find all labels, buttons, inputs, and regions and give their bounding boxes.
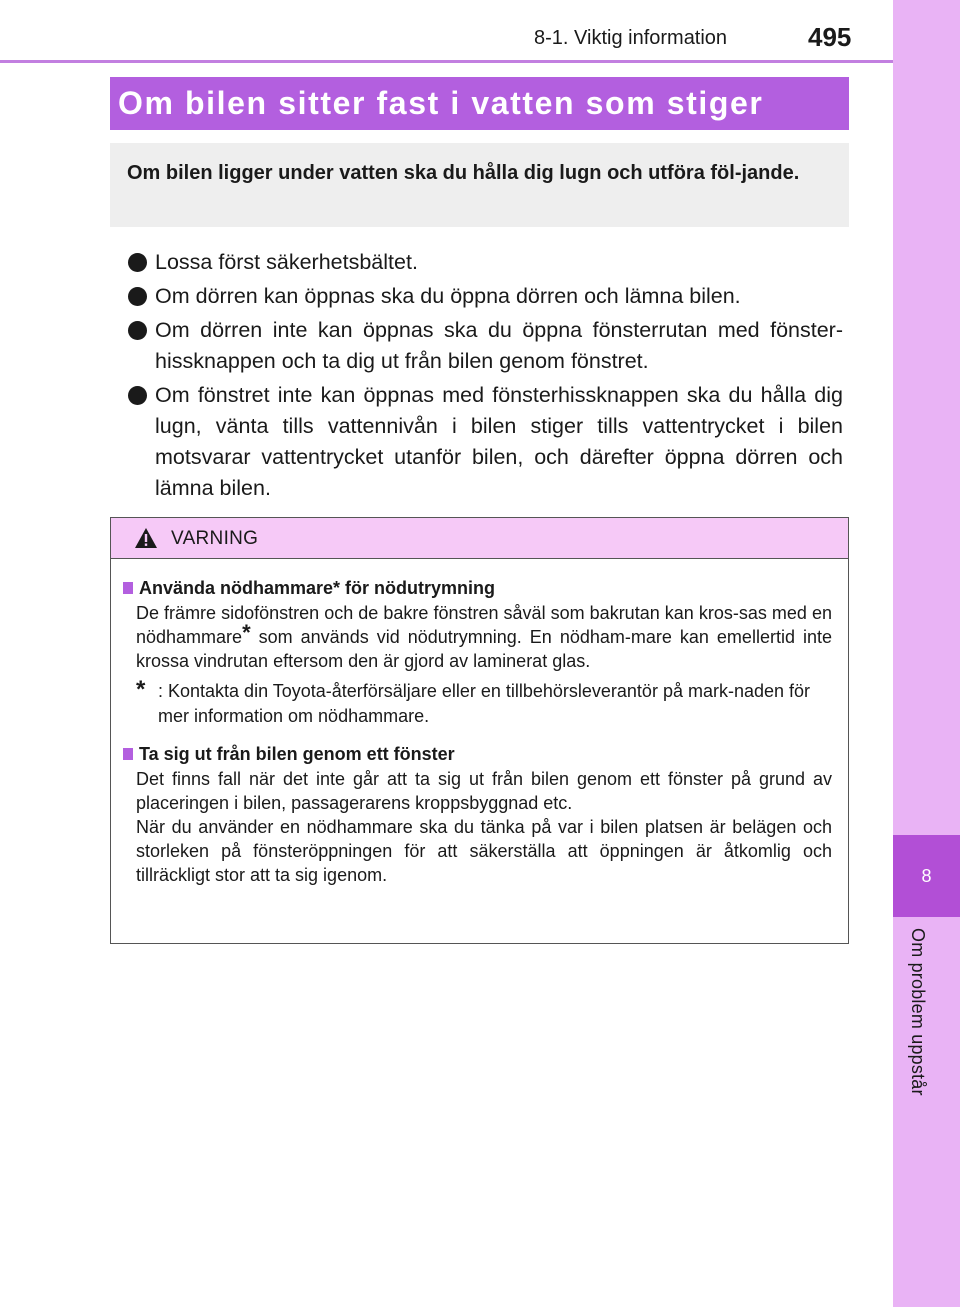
warning-triangle-icon — [134, 527, 158, 554]
list-item-text: Om dörren inte kan öppnas ska du öppna fönsterrutan med fönster-hissknappen och ta dig ut från bilen genom fönstret. — [155, 318, 843, 373]
list-item — [128, 315, 843, 377]
page-number: 495 — [808, 22, 852, 52]
footnote-text: : Kontakta din Toyota-återförsäljare eller en tillbehörsleverantör på mark-naden för mer information om nödhammare. — [158, 681, 811, 726]
list-item-text: Om dörren kan öppnas ska du öppna dörren och lämna bilen. — [155, 284, 741, 308]
bullet-icon — [128, 321, 147, 340]
chapter-number: 8 — [921, 865, 932, 886]
bullet-icon — [128, 287, 147, 306]
warning-label: VARNING — [171, 528, 259, 549]
section-marker-icon — [123, 748, 133, 760]
warning-body — [111, 559, 848, 887]
warning-paragraph — [123, 601, 832, 673]
warning-section-heading-text: Använda nödhammare* för nödutrymning — [139, 578, 496, 598]
chapter-label: Om problem uppstår — [908, 928, 928, 1096]
bullet-icon — [128, 386, 147, 405]
warning-section — [123, 743, 832, 887]
list-item-text: Om fönstret inte kan öppnas med fönsterhissknappen ska du hålla dig lugn, vänta tills vattennivån i bilen stiger tills vattentrycket i bilen motsvarar vattentrycket utanför bilen, och därefter öppna dörren och lämna bilen. — [155, 383, 843, 500]
chapter-number-box — [893, 835, 960, 917]
footnote-mark: * — [136, 676, 146, 703]
section-title: 8-1. Viktig information — [534, 27, 728, 49]
bullet-icon — [128, 253, 147, 272]
warning-text-before: De främre sidofönstren och de bakre fönstren såväl som bakrutan kan kros-sas med en nödhammare — [136, 603, 832, 647]
warning-section-heading-text: Ta sig ut från bilen genom ett fönster — [139, 744, 455, 764]
warning-section-heading — [123, 577, 832, 599]
warning-text-after: som används vid nödutrymning. En nödham-mare kan emellertid inte krossa vindrutan eftersom den är gjord av laminerat glas. — [136, 627, 832, 671]
footnote — [123, 676, 832, 729]
intro-box: Om bilen ligger under vatten ska du hålla dig lugn och utföra föl-jande. — [110, 143, 849, 227]
list-item-text: Lossa först säkerhetsbältet. — [155, 250, 418, 274]
warning-header — [111, 518, 848, 559]
warning-section — [123, 577, 832, 729]
warning-box — [110, 517, 849, 944]
footnote-reference: * — [242, 620, 251, 645]
header-divider — [0, 60, 893, 63]
instruction-list — [128, 247, 843, 507]
warning-paragraph: När du använder en nödhammare ska du tänka på var i bilen platsen är belägen och storleken på fönsteröppningen för att säkerställa att öppningen är åtkomlig och tillräckligt stor att ta sig igenom. — [136, 817, 832, 885]
warning-paragraph: Det finns fall när det inte går att ta sig ut från bilen genom ett fönster på grund av placeringen i bilen, passagerarens kroppsbyggnad etc. — [136, 769, 832, 813]
section-marker-icon — [123, 582, 133, 594]
list-item — [128, 281, 843, 312]
page-title: Om bilen sitter fast i vatten som stiger — [118, 85, 764, 121]
page-title-bar — [110, 77, 849, 130]
list-item — [128, 380, 843, 504]
warning-section-heading — [123, 743, 832, 765]
list-item — [128, 247, 843, 278]
